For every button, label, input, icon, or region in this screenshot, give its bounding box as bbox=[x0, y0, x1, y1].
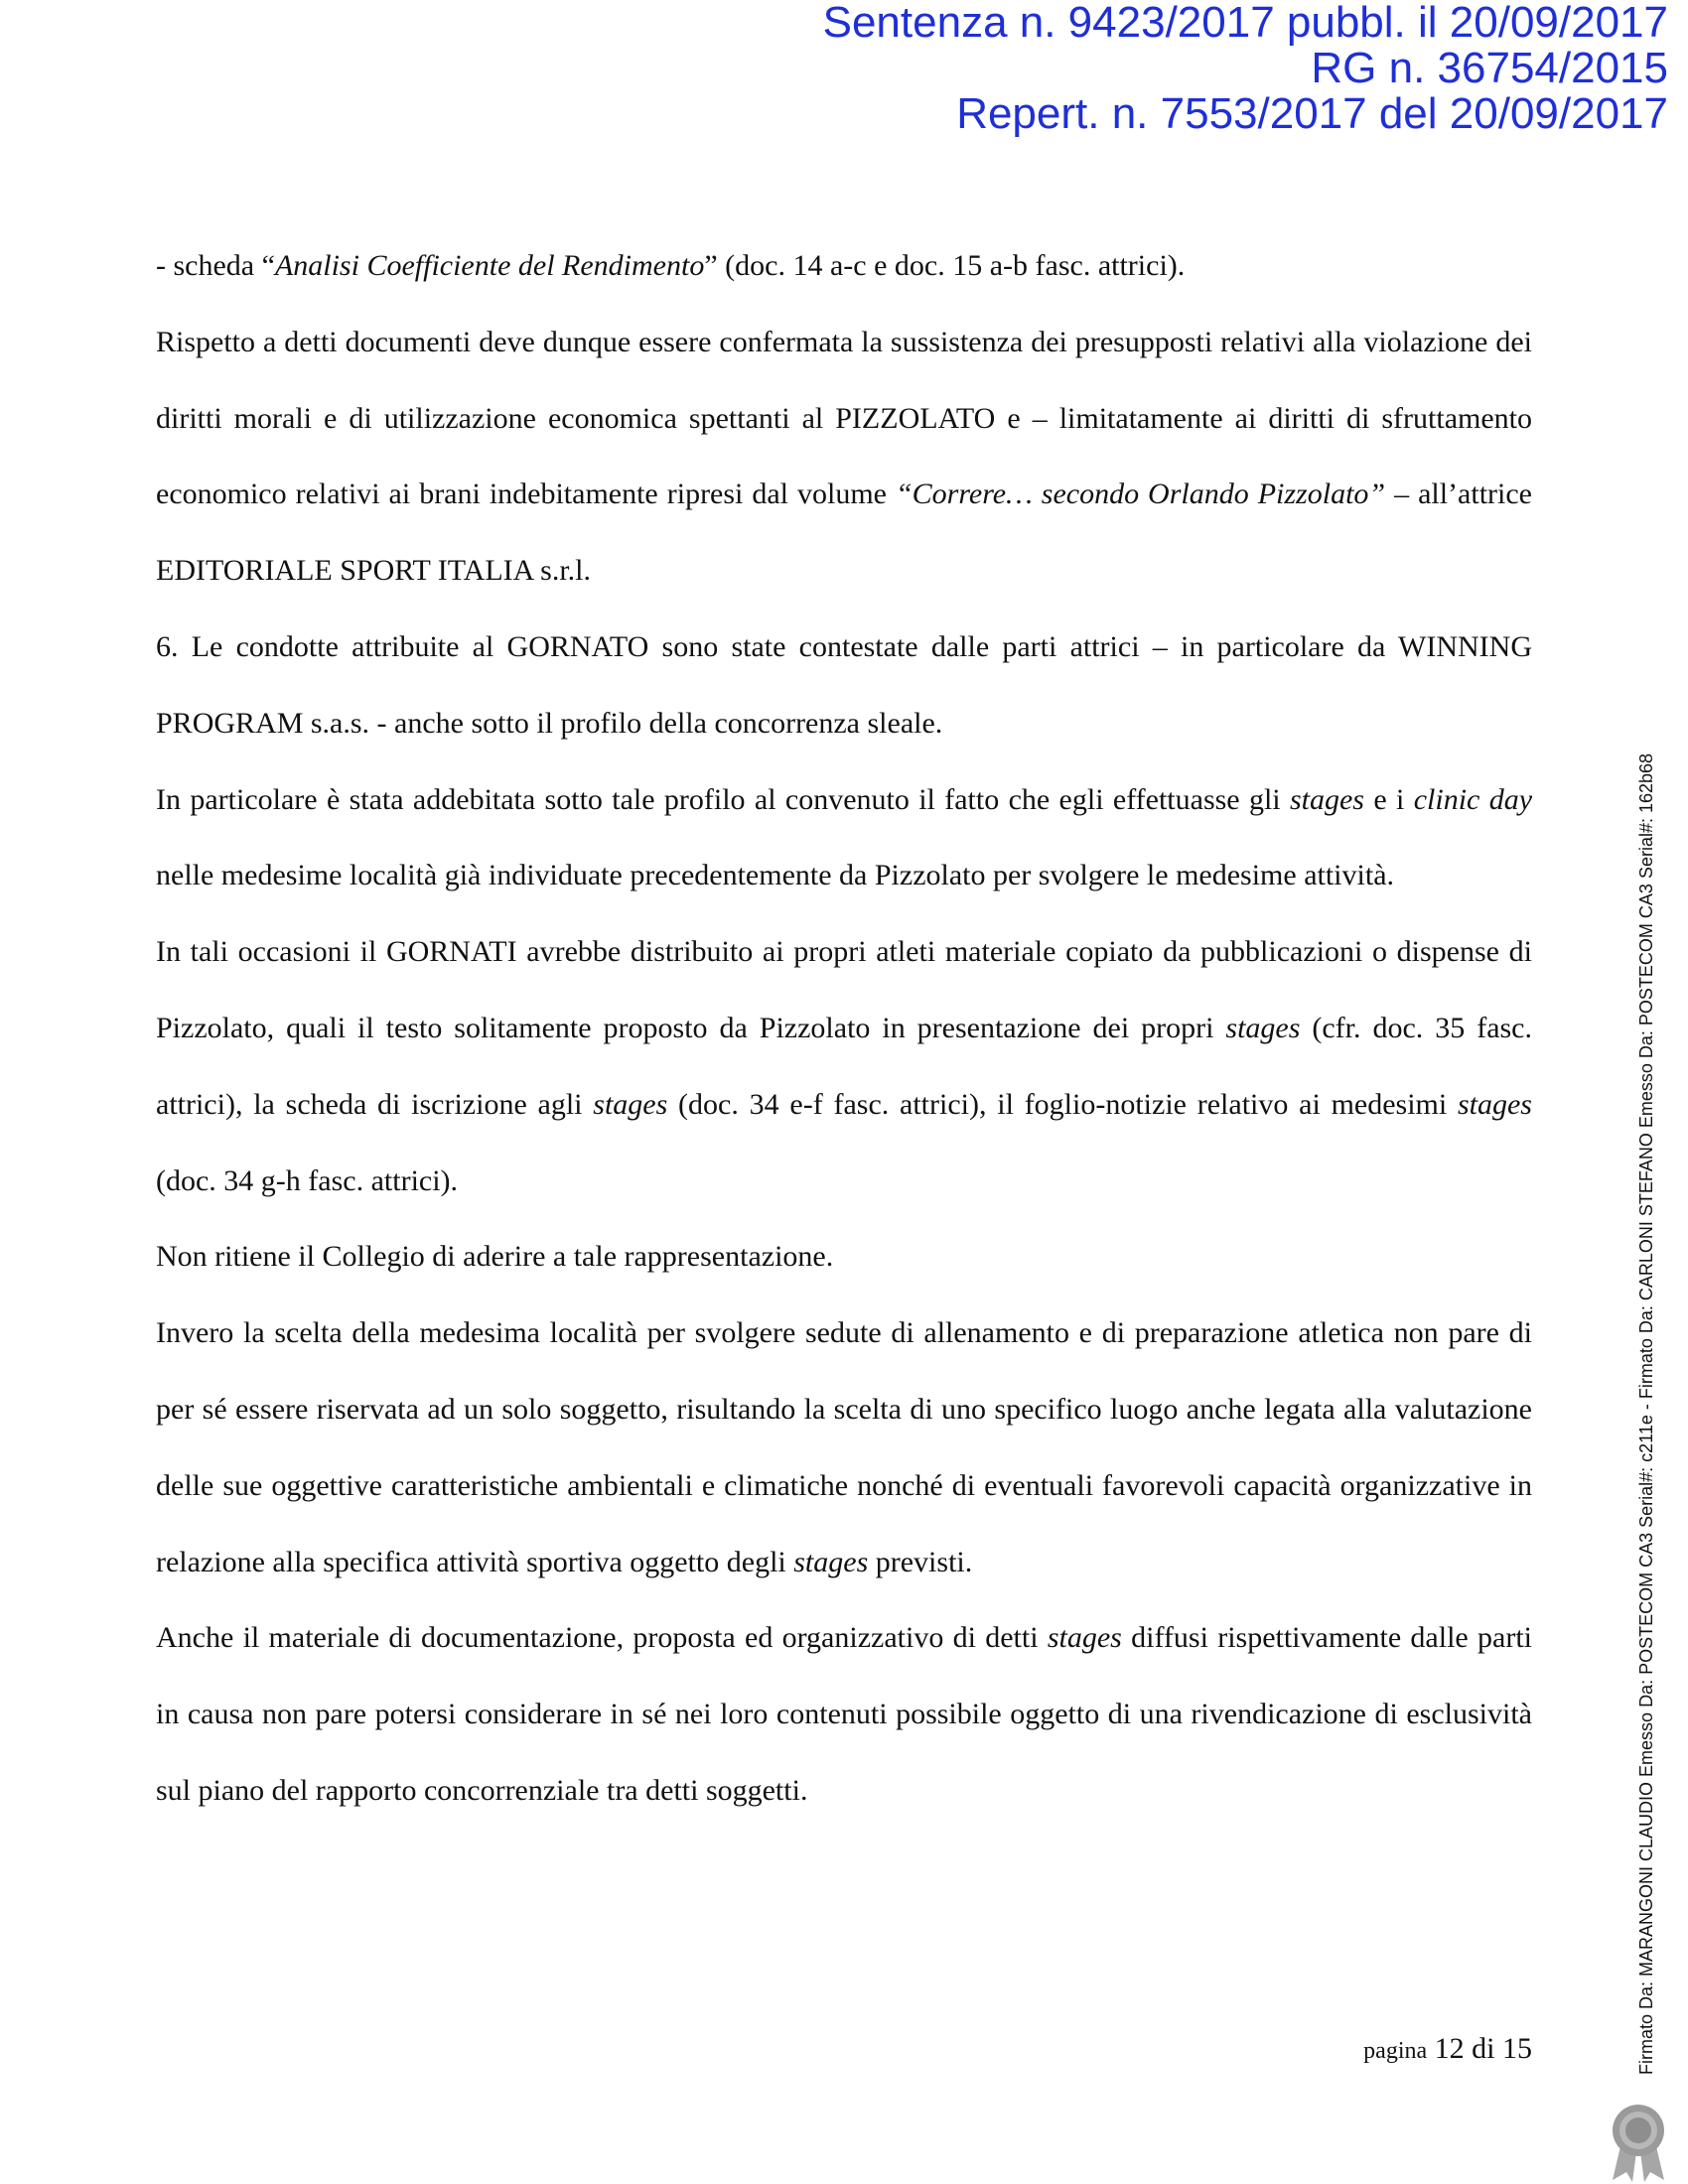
text-run: (doc. 34 g-h fasc. attrici). bbox=[156, 1163, 459, 1197]
text-run: – all’attrice EDITORIALE SPORT ITALIA s.r.l. bbox=[156, 478, 1532, 588]
digital-signature-stamp: Firmato Da: MARANGONI CLAUDIO Emesso Da: POSTECOM CA3 Serial#: c211e - Firmato Da: CARLONI STEFANO Emesso Da: POSTECOM CA3 Serial#: 162b68 bbox=[1636, 752, 1656, 2075]
document-header bbox=[576, 0, 1668, 137]
italic-term: stages bbox=[1289, 782, 1364, 816]
paragraph-in-tali-occasioni bbox=[156, 914, 1532, 1219]
text-run: diffusi rispettivamente dalle parti in causa non pare potersi considerare in sé nei loro contenuti possibile oggetto di una rivendicazione di esclusività sul piano del rapporto concorrenziale tra detti soggetti. bbox=[156, 1621, 1532, 1807]
text-run: (cfr. doc. 35 fasc. attrici), la scheda di iscrizione agli bbox=[156, 1011, 1532, 1121]
paragraph-non-ritiene: Non ritiene il Collegio di aderire a tale rappresentazione. bbox=[156, 1240, 834, 1274]
text-run: - scheda “ bbox=[156, 249, 275, 282]
italic-term: stages bbox=[1457, 1087, 1532, 1121]
text-run: In tali occasioni il GORNATI avrebbe distribuito ai propri atleti materiale copiato da pubblicazioni o dispense di Pizzolato, quali il testo solitamente proposto da Pizzolato in presentazione dei propri bbox=[156, 935, 1532, 1044]
paragraph-invero bbox=[156, 1296, 1532, 1600]
book-title-italic: “Correre… secondo Orlando Pizzolato” bbox=[895, 478, 1386, 511]
paragraph-anche bbox=[156, 1600, 1532, 1829]
document-body bbox=[156, 228, 1532, 1830]
text-run: Anche il materiale di documentazione, proposta ed organizzativo di detti bbox=[156, 1621, 1048, 1655]
italic-term: stages bbox=[593, 1087, 668, 1121]
pagina-label: pagina bbox=[1363, 2038, 1428, 2064]
text-run: nelle medesime località già individuate precedentemente da Pizzolato per svolgere le medesime attività. bbox=[156, 859, 1395, 892]
paragraph-rispetto bbox=[156, 305, 1532, 610]
text-run: In particolare è stata addebitata sotto tale profilo al convenuto il fatto che egli effettuasse gli bbox=[156, 782, 1290, 816]
text-run: Rispetto a detti documenti deve dunque essere confermata la sussistenza dei presupposti relativi alla violazione dei diritti morali e di utilizzazione economica spettanti al PIZZOLATO e – limitatamente ai diritti di sfruttamento economico relativi ai brani indebitamente ripresi dal volume bbox=[156, 325, 1532, 511]
total-pages: 15 bbox=[1502, 2032, 1532, 2065]
document-title-italic: Analisi Coefficiente del Rendimento bbox=[274, 249, 705, 282]
italic-term: stages bbox=[1225, 1011, 1301, 1044]
text-run: previsti. bbox=[868, 1545, 973, 1578]
italic-term: clinic day bbox=[1413, 782, 1533, 816]
sentenza-line: Sentenza n. 9423/2017 pubbl. il 20/09/2017 bbox=[822, 0, 1668, 47]
repert-line: Repert. n. 7553/2017 del 20/09/2017 bbox=[956, 89, 1668, 138]
text-run: e i bbox=[1363, 782, 1414, 816]
seal-center bbox=[1625, 2117, 1651, 2143]
paragraph-scheda bbox=[156, 228, 1532, 305]
di-label: di bbox=[1472, 2032, 1495, 2065]
italic-term: stages bbox=[793, 1545, 869, 1578]
page-footer bbox=[1363, 2029, 1532, 2071]
page-number: 12 bbox=[1434, 2032, 1465, 2065]
paragraph-in-particolare bbox=[156, 762, 1532, 915]
rosette-seal-icon bbox=[1607, 2103, 1670, 2182]
text-run: ” (doc. 14 a-c e doc. 15 a-b fasc. attrici). bbox=[704, 249, 1186, 282]
text-run: (doc. 34 e-f fasc. attrici), il foglio-notizie relativo ai medesimi bbox=[667, 1087, 1458, 1121]
text-run: Invero la scelta della medesima località per svolgere sedute di allenamento e di preparazione atletica non pare di per sé essere riservata ad un solo soggetto, risultando la scelta di uno specifico luogo anche legata alla valutazione delle sue oggettive caratteristiche ambientali e climatiche nonché di eventuali favorevoli capacità organizzative in relazione alla specifica attività sportiva oggetto degli bbox=[156, 1316, 1532, 1578]
paragraph-6: 6. Le condotte attribuite al GORNATO sono state contestate dalle parti attrici – in particolare da WINNING PROGRAM s.a.s. - anche sotto il profilo della concorrenza sleale. bbox=[156, 629, 1532, 740]
italic-term: stages bbox=[1047, 1621, 1122, 1655]
rg-line: RG n. 36754/2015 bbox=[1311, 44, 1668, 92]
